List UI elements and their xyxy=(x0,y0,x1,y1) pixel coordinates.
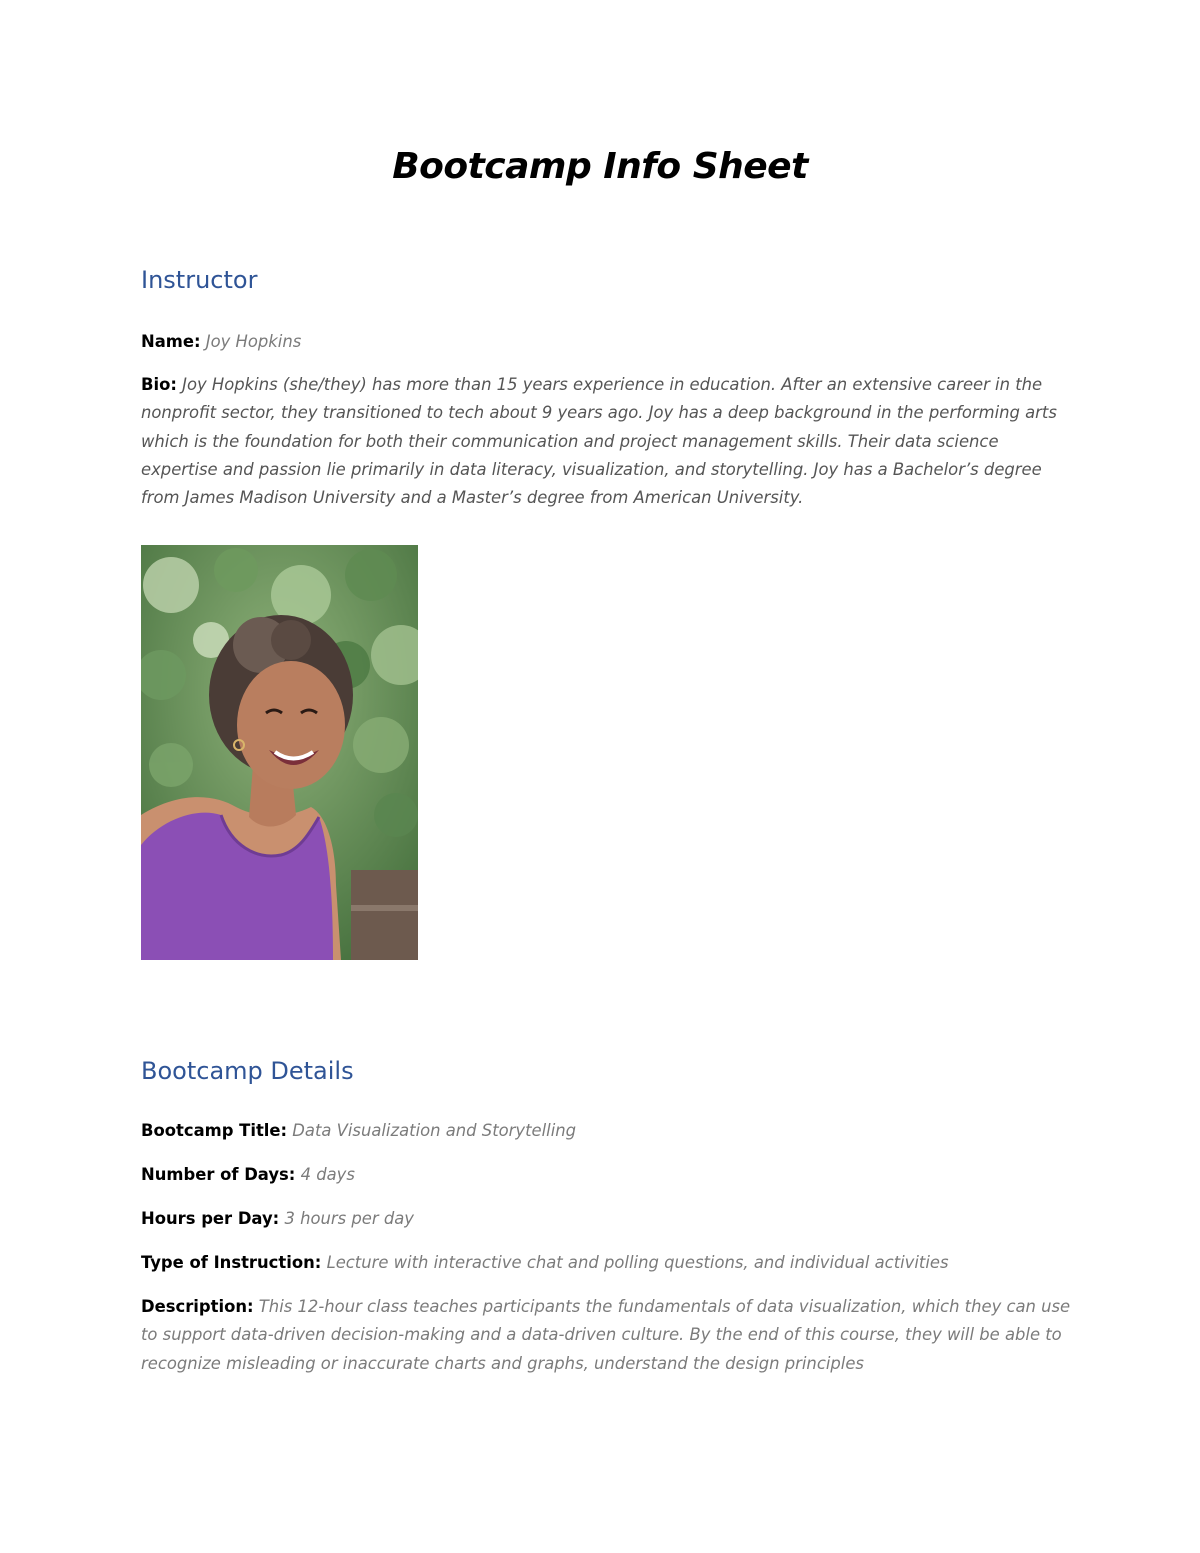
number-of-days-value: 4 days xyxy=(300,1165,355,1184)
type-of-instruction-field xyxy=(141,1249,1071,1277)
number-of-days-label: Number of Days: xyxy=(141,1165,296,1184)
bio-label: Bio: xyxy=(141,375,177,394)
bootcamp-title-field xyxy=(141,1117,1071,1145)
instructor-heading: Instructor xyxy=(141,266,258,294)
instructor-name-field xyxy=(141,328,1071,356)
instructor-photo xyxy=(141,545,418,960)
description-value: This 12-hour class teaches participants the fundamentals of data visualization, which they can use to support data-driven decision-making and a data-driven culture. By the end of this course, they will be able to recognize misleading or inaccurate charts and graphs, understand the design principles xyxy=(141,1297,1071,1373)
type-of-instruction-value: Lecture with interactive chat and polling questions, and individual activities xyxy=(326,1253,949,1272)
type-of-instruction-label: Type of Instruction: xyxy=(141,1253,322,1272)
description-field xyxy=(141,1293,1071,1378)
name-label: Name: xyxy=(141,332,201,351)
document-title: Bootcamp Info Sheet xyxy=(392,146,808,187)
hours-per-day-value: 3 hours per day xyxy=(284,1209,414,1228)
hours-per-day-field xyxy=(141,1205,1071,1233)
bio-value: Joy Hopkins (she/they) has more than 15 years experience in education. After an extensive career in the nonprofit sector, they transitioned to tech about 9 years ago. Joy has a deep background in the performing arts which is the foundation for both their communication and project management skills. Their data science expertise and passion lie primarily in data literacy, visualization, and storytelling. Joy has a Bachelor’s degree from James Madison University and a Master’s degree from American University. xyxy=(141,375,1057,508)
number-of-days-field xyxy=(141,1161,1071,1189)
bootcamp-title-label: Bootcamp Title: xyxy=(141,1121,288,1140)
name-value: Joy Hopkins xyxy=(205,332,302,351)
instructor-bio-field xyxy=(141,371,1071,512)
bootcamp-details-heading: Bootcamp Details xyxy=(141,1057,354,1085)
bootcamp-title-value: Data Visualization and Storytelling xyxy=(292,1121,577,1140)
description-label: Description: xyxy=(141,1297,254,1316)
hours-per-day-label: Hours per Day: xyxy=(141,1209,280,1228)
